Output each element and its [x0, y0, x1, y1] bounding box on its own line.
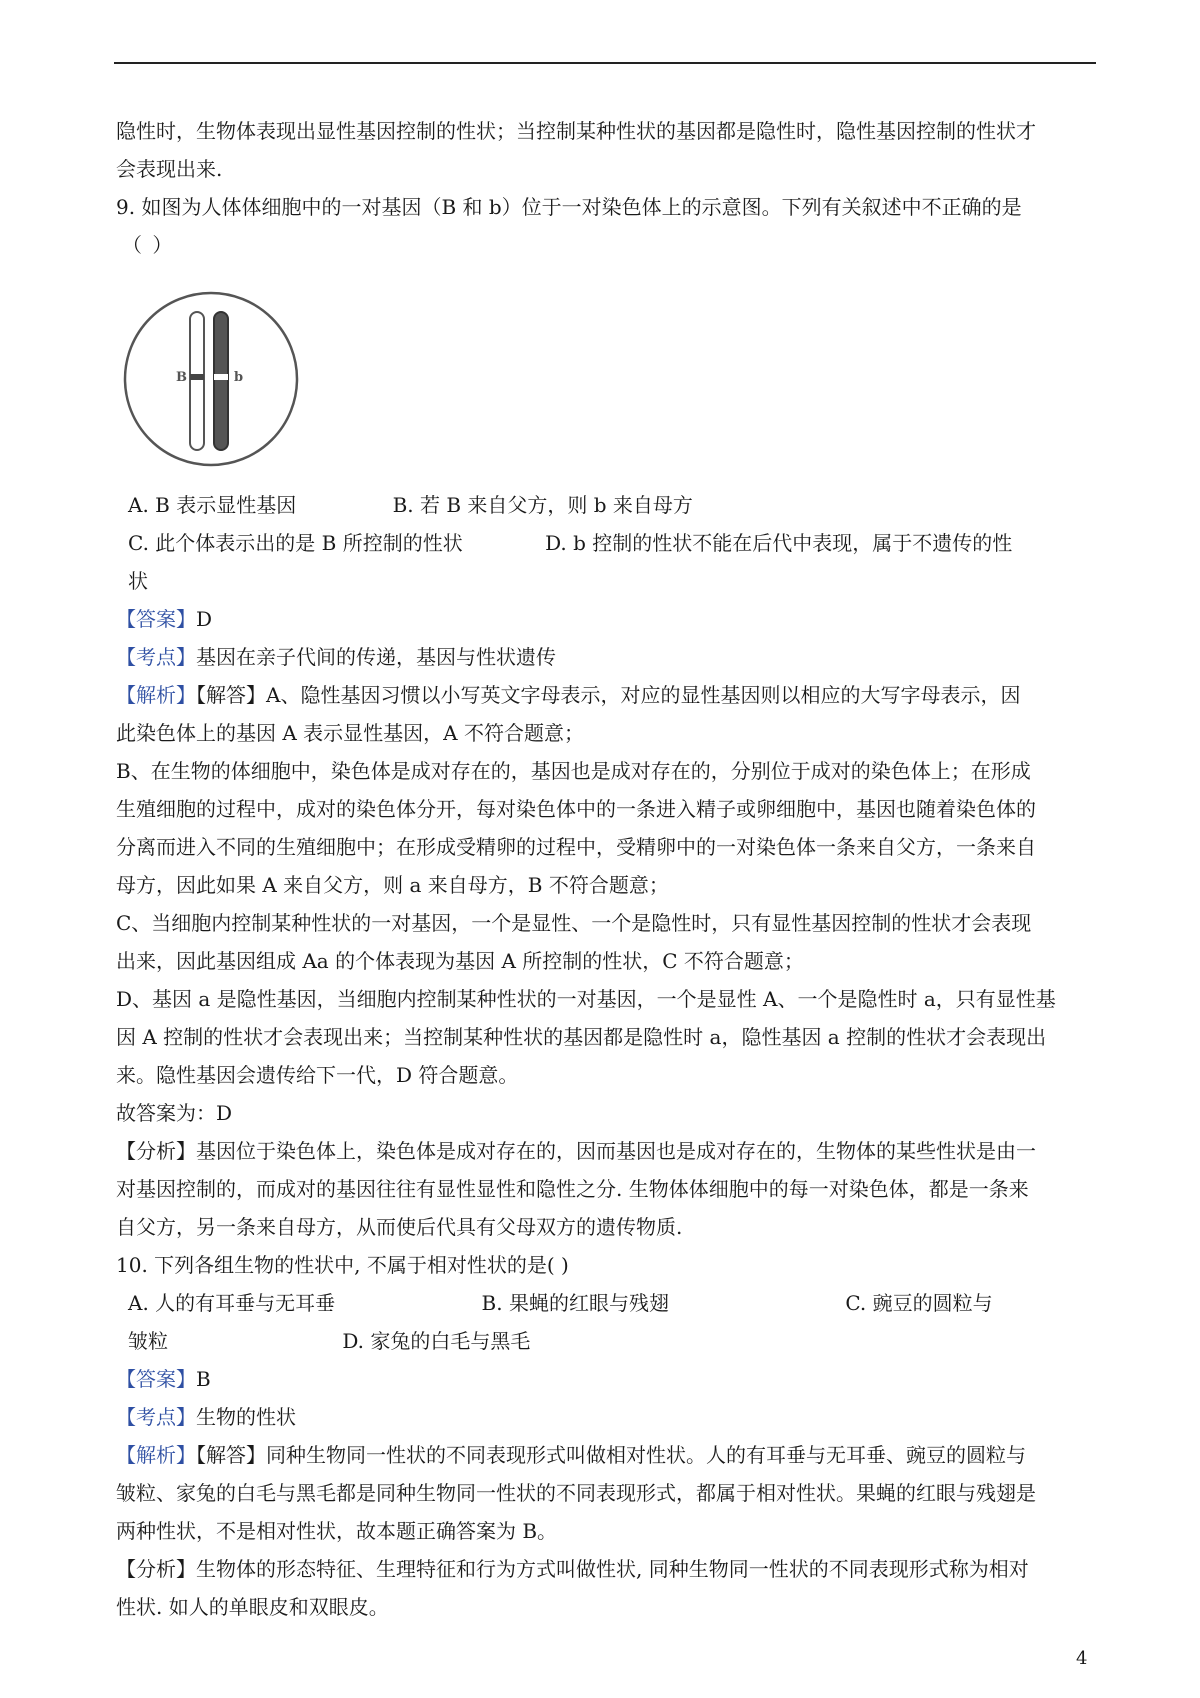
analysis-line: D、基因 a 是隐性基因，当细胞内控制某种性状的一对基因，一个是显性 A、一个是隐性时 a，只有显性基 [116, 987, 1056, 1011]
chromosome-light [190, 312, 204, 450]
analysis-line: 母方，因此如果 A 来自父方，则 a 来自母方，B 不符合题意； [116, 873, 669, 897]
answer-tag: 【答案】 [116, 607, 196, 631]
analysis-line: 来。隐性基因会遗传给下一代，D 符合题意。 [116, 1063, 519, 1087]
answer-value: B [196, 1367, 211, 1391]
analysis-line: 故答案为：D [116, 1101, 233, 1125]
chromosome-diagram [116, 284, 306, 474]
options-row [116, 1284, 1096, 1322]
answer-line [116, 600, 1096, 638]
answer-line [116, 1360, 1096, 1398]
continued-text-line: 会表现出来. [116, 157, 223, 181]
answer-blank: （ ） [122, 233, 175, 257]
question-9-stem: 9. 如图为人体体细胞中的一对基因（B 和 b）位于一对染色体上的示意图。下列有关叙述中不正确的是 [116, 195, 1022, 219]
page-number: 4 [1076, 1648, 1088, 1669]
fenxi-line [116, 1132, 1096, 1170]
analysis-line: 两种性状，不是相对性状，故本题正确答案为 B。 [116, 1519, 558, 1543]
option-d: D. 家兔的白毛与黑毛 [342, 1329, 531, 1353]
option-c: C. 豌豆的圆粒与 [845, 1291, 993, 1315]
analysis-line: B、在生物的体细胞中，染色体是成对存在的，基因也是成对存在的，分别位于成对的染色体上；在形成 [116, 759, 1031, 783]
chromosome-pair-figure [116, 284, 306, 474]
analysis-line: C、当细胞内控制某种性状的一对基因，一个是显性、一个是隐性时，只有显性基因控制的性状才会表现 [116, 911, 1032, 935]
gene-locus-B [190, 374, 204, 380]
answer-tag: 【答案】 [116, 1367, 196, 1391]
option-c: C. 此个体表示出的是 B 所控制的性状 [128, 531, 463, 555]
analysis-tag: 【解析】 [116, 1443, 196, 1467]
fenxi-line: 自父方，另一条来自母方，从而使后代具有父母双方的遗传物质. [116, 1215, 683, 1239]
fenxi-tag: 【分析】 [116, 1557, 196, 1581]
point-tag: 【考点】 [116, 1405, 196, 1429]
option-d: D. b 控制的性状不能在后代中表现，属于不遗传的性 [545, 531, 1013, 555]
chromosome-dark [214, 312, 228, 450]
fenxi-text: 基因位于染色体上，染色体是成对存在的，因而基因也是成对存在的，生物体的某些性状是由一 [196, 1139, 1036, 1163]
option-c-continuation: 皱粒 [128, 1329, 168, 1353]
analysis-line [116, 1436, 1096, 1474]
document-body [116, 112, 1096, 1626]
gene-locus-b [214, 374, 228, 380]
option-d-continuation: 状 [128, 569, 148, 593]
point-value: 基因在亲子代间的传递，基因与性状遗传 [196, 645, 556, 669]
continued-text-line: 隐性时，生物体表现出显性基因控制的性状；当控制某种性状的基因都是隐性时，隐性基因控制的性状才 [116, 119, 1036, 143]
gene-label-left: B [176, 370, 187, 385]
analysis-text: 【解答】A、隐性基因习惯以小写英文字母表示，对应的显性基因则以相应的大写字母表示，因 [196, 683, 1021, 707]
fenxi-line: 性状. 如人的单眼皮和双眼皮。 [116, 1595, 389, 1619]
analysis-line: 皱粒、家兔的白毛与黑毛都是同种生物同一性状的不同表现形式，都属于相对性状。果蝇的红眼与残翅是 [116, 1481, 1036, 1505]
options-row [116, 524, 1096, 562]
question-10-stem: 10. 下列各组生物的性状中, 不属于相对性状的是( ) [116, 1253, 569, 1277]
analysis-line: 分离而进入不同的生殖细胞中；在形成受精卵的过程中，受精卵中的一对染色体一条来自父方，一条来自 [116, 835, 1036, 859]
answer-value: D [196, 607, 213, 631]
gene-label-right: b [234, 370, 244, 385]
option-a: A. B 表示显性基因 [128, 493, 297, 517]
point-line [116, 1398, 1096, 1436]
analysis-line: 出来，因此基因组成 Aa 的个体表现为基因 A 所控制的性状，C 不符合题意； [116, 949, 804, 973]
cell-outline [125, 293, 297, 465]
point-line [116, 638, 1096, 676]
header-rule [114, 62, 1096, 64]
fenxi-line: 对基因控制的，而成对的基因往往有显性显性和隐性之分. 生物体体细胞中的每一对染色体，都是一条来 [116, 1177, 1029, 1201]
fenxi-line [116, 1550, 1096, 1588]
point-tag: 【考点】 [116, 645, 196, 669]
option-a: A. 人的有耳垂与无耳垂 [128, 1291, 336, 1315]
options-row [116, 486, 1096, 524]
analysis-text: 【解答】同种生物同一性状的不同表现形式叫做相对性状。人的有耳垂与无耳垂、豌豆的圆粒与 [196, 1443, 1026, 1467]
fenxi-tag: 【分析】 [116, 1139, 196, 1163]
analysis-line: 因 A 控制的性状才会表现出来；当控制某种性状的基因都是隐性时 a，隐性基因 a 控制的性状才会表现出 [116, 1025, 1047, 1049]
point-value: 生物的性状 [196, 1405, 296, 1429]
analysis-line: 此染色体上的基因 A 表示显性基因，A 不符合题意； [116, 721, 584, 745]
analysis-line: 生殖细胞的过程中，成对的染色体分开，每对染色体中的一条进入精子或卵细胞中，基因也随着染色体的 [116, 797, 1036, 821]
option-b: B. 果蝇的红眼与残翅 [481, 1291, 669, 1315]
options-row [116, 1322, 1096, 1360]
option-b: B. 若 B 来自父方，则 b 来自母方 [392, 493, 693, 517]
analysis-line [116, 676, 1096, 714]
fenxi-text: 生物体的形态特征、生理特征和行为方式叫做性状, 同种生物同一性状的不同表现形式称为相对 [196, 1557, 1029, 1581]
analysis-tag: 【解析】 [116, 683, 196, 707]
